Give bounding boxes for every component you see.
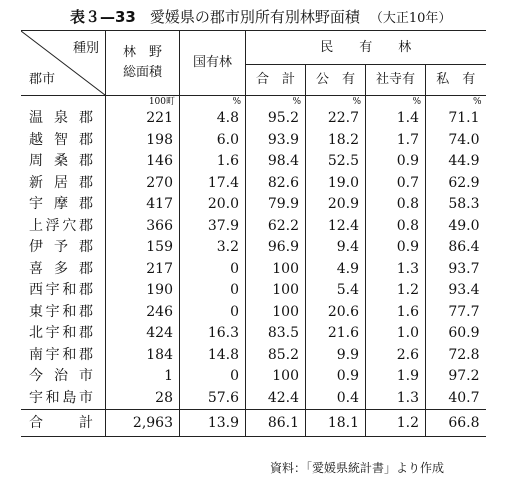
cell-national: 16.3 [180, 323, 246, 345]
cell-shrine: 1.6 [366, 302, 426, 324]
table-row [21, 345, 486, 367]
cell-public: 4.9 [306, 259, 366, 281]
cell-national: 6.0 [180, 130, 246, 152]
sub-header-public: 公 有 [306, 65, 366, 96]
unit-national: % [180, 96, 246, 109]
unit-private: % [426, 96, 486, 109]
cell-public: 12.4 [306, 216, 366, 238]
cell-private: 44.9 [426, 151, 486, 173]
cell-private: 93.4 [426, 280, 486, 302]
cell-shrine: 1.3 [366, 388, 426, 410]
cell-area: 190 [106, 280, 180, 302]
cell-name: 喜多郡 [29, 260, 93, 277]
cell-area: 424 [106, 323, 180, 345]
cell-name: 温泉郡 [29, 110, 93, 126]
cell-shrine: 1.3 [366, 259, 426, 281]
cell-name: 南宇和郡 [29, 346, 93, 363]
cell-total: 83.5 [246, 323, 306, 345]
table-row [21, 388, 486, 410]
unit-row [21, 96, 486, 109]
total-label: 合 計 [21, 410, 106, 437]
cell-name: 周桑郡 [29, 153, 93, 169]
cell-name: 今治市 [29, 368, 93, 384]
total-area-header-line2: 総面積 [122, 65, 162, 80]
national-forest-header: 国有林 [180, 31, 246, 96]
cell-shrine: 0.8 [366, 216, 426, 238]
cell-shrine: 0.9 [366, 151, 426, 173]
cell-area: 146 [106, 151, 180, 173]
unit-total: % [246, 96, 306, 109]
cell-area: 221 [106, 108, 180, 130]
cell-total: 62.2 [246, 216, 306, 238]
cell-area: 1 [106, 366, 180, 388]
cell-total: 98.4 [246, 151, 306, 173]
cell-public: 0.9 [306, 366, 366, 388]
cell-total: 79.9 [246, 194, 306, 216]
cell-total: 100 [246, 366, 306, 388]
table-row [21, 216, 486, 238]
cell-total: 100 [246, 302, 306, 324]
cell-private: 71.1 [426, 108, 486, 130]
cell-public: 9.4 [306, 237, 366, 259]
cell-private: 58.3 [426, 194, 486, 216]
cell-national: 0 [180, 259, 246, 281]
cell-total: 85.2 [246, 345, 306, 367]
cell-public: 18.2 [306, 130, 366, 152]
cell-public: 0.4 [306, 388, 366, 410]
cell-name: 伊予郡 [29, 239, 93, 255]
cell-private: 77.7 [426, 302, 486, 324]
cell-private: 49.0 [426, 216, 486, 238]
cell-shrine: 1.4 [366, 108, 426, 130]
table-number: 表３—33 [70, 8, 136, 26]
cell-name: 宇摩郡 [29, 196, 93, 212]
cell-national: 14.8 [180, 345, 246, 367]
cell-total: 95.2 [246, 108, 306, 130]
cell-shrine: 1.2 [366, 280, 426, 302]
cell-name: 新居郡 [29, 174, 93, 191]
cell-area: 184 [106, 345, 180, 367]
cell-total: 42.4 [246, 388, 306, 410]
cell-public: 21.6 [306, 323, 366, 345]
cell-area: 246 [106, 302, 180, 324]
cell-private: 86.4 [426, 237, 486, 259]
cell-private: 62.9 [426, 173, 486, 195]
cell-national: 20.0 [180, 194, 246, 216]
cell-national: 57.6 [180, 388, 246, 410]
corner-bottom-label: 郡市 [29, 72, 56, 87]
table-row [21, 237, 486, 259]
cell-total: 100 [246, 280, 306, 302]
cell-total: 96.9 [246, 237, 306, 259]
sub-header-total: 合 計 [246, 65, 306, 96]
cell-national: 4.8 [180, 108, 246, 130]
table-era: （大正10年） [369, 11, 452, 26]
total-area-header-line1: 林 野 [122, 45, 162, 60]
total-row [21, 410, 486, 437]
cell-national: 0 [180, 302, 246, 324]
cell-shrine: 0.9 [366, 237, 426, 259]
total-private: 66.8 [426, 410, 486, 437]
header-row-top [21, 31, 486, 65]
cell-shrine: 1.9 [366, 366, 426, 388]
cell-national: 17.4 [180, 173, 246, 195]
total-national: 13.9 [180, 410, 246, 437]
cell-public: 19.0 [306, 173, 366, 195]
table-row [21, 366, 486, 388]
cell-public: 20.9 [306, 194, 366, 216]
cell-private: 72.8 [426, 345, 486, 367]
total-shrine: 1.2 [366, 410, 426, 437]
unit-shrine: % [366, 96, 426, 109]
cell-name: 宇和島市 [29, 389, 93, 406]
sub-header-private: 私 有 [426, 65, 486, 96]
cell-area: 159 [106, 237, 180, 259]
cell-national: 0 [180, 280, 246, 302]
cell-shrine: 2.6 [366, 345, 426, 367]
cell-public: 5.4 [306, 280, 366, 302]
cell-name: 越智郡 [29, 131, 93, 148]
total-area-header [106, 31, 180, 96]
table-row [21, 130, 486, 152]
cell-public: 22.7 [306, 108, 366, 130]
cell-name: 西宇和郡 [29, 282, 93, 298]
cell-total: 100 [246, 259, 306, 281]
table-row [21, 151, 486, 173]
table-row [21, 173, 486, 195]
unit-public: % [306, 96, 366, 109]
table-row [21, 280, 486, 302]
cell-national: 0 [180, 366, 246, 388]
cell-private: 97.2 [426, 366, 486, 388]
unit-blank [21, 96, 106, 109]
cell-name: 東宇和郡 [29, 303, 93, 320]
corner-top-label: 種別 [72, 41, 99, 56]
cell-national: 3.2 [180, 237, 246, 259]
sub-header-shrine: 社寺有 [366, 65, 426, 96]
cell-area: 217 [106, 259, 180, 281]
cell-shrine: 1.7 [366, 130, 426, 152]
cell-national: 37.9 [180, 216, 246, 238]
private-forest-header: 民 有 林 [246, 31, 486, 65]
unit-area: 100町 [106, 96, 180, 109]
source-note: 資料：「愛媛県統計書」より作成 [270, 461, 445, 475]
cell-total: 93.9 [246, 130, 306, 152]
table-row [21, 323, 486, 345]
cell-total: 82.6 [246, 173, 306, 195]
cell-private: 74.0 [426, 130, 486, 152]
table-title-text: 愛媛県の郡市別所有別林野面積 [149, 8, 360, 26]
cell-private: 40.7 [426, 388, 486, 410]
cell-public: 20.6 [306, 302, 366, 324]
table-row [21, 194, 486, 216]
table-title [70, 6, 451, 27]
cell-shrine: 0.8 [366, 194, 426, 216]
total-public: 18.1 [306, 410, 366, 437]
cell-private: 93.7 [426, 259, 486, 281]
total-total: 86.1 [246, 410, 306, 437]
table-row [21, 302, 486, 324]
cell-public: 52.5 [306, 151, 366, 173]
cell-name: 北宇和郡 [29, 325, 93, 341]
cell-area: 270 [106, 173, 180, 195]
cell-area: 28 [106, 388, 180, 410]
cell-area: 198 [106, 130, 180, 152]
table-row [21, 108, 486, 130]
cell-shrine: 1.0 [366, 323, 426, 345]
cell-shrine: 0.7 [366, 173, 426, 195]
total-area: 2,963 [106, 410, 180, 437]
corner-header [21, 31, 106, 96]
cell-national: 1.6 [180, 151, 246, 173]
cell-private: 60.9 [426, 323, 486, 345]
table-row [21, 259, 486, 281]
cell-public: 9.9 [306, 345, 366, 367]
forest-area-table [21, 30, 486, 437]
cell-area: 417 [106, 194, 180, 216]
cell-name: 上浮穴郡 [29, 217, 93, 234]
cell-area: 366 [106, 216, 180, 238]
